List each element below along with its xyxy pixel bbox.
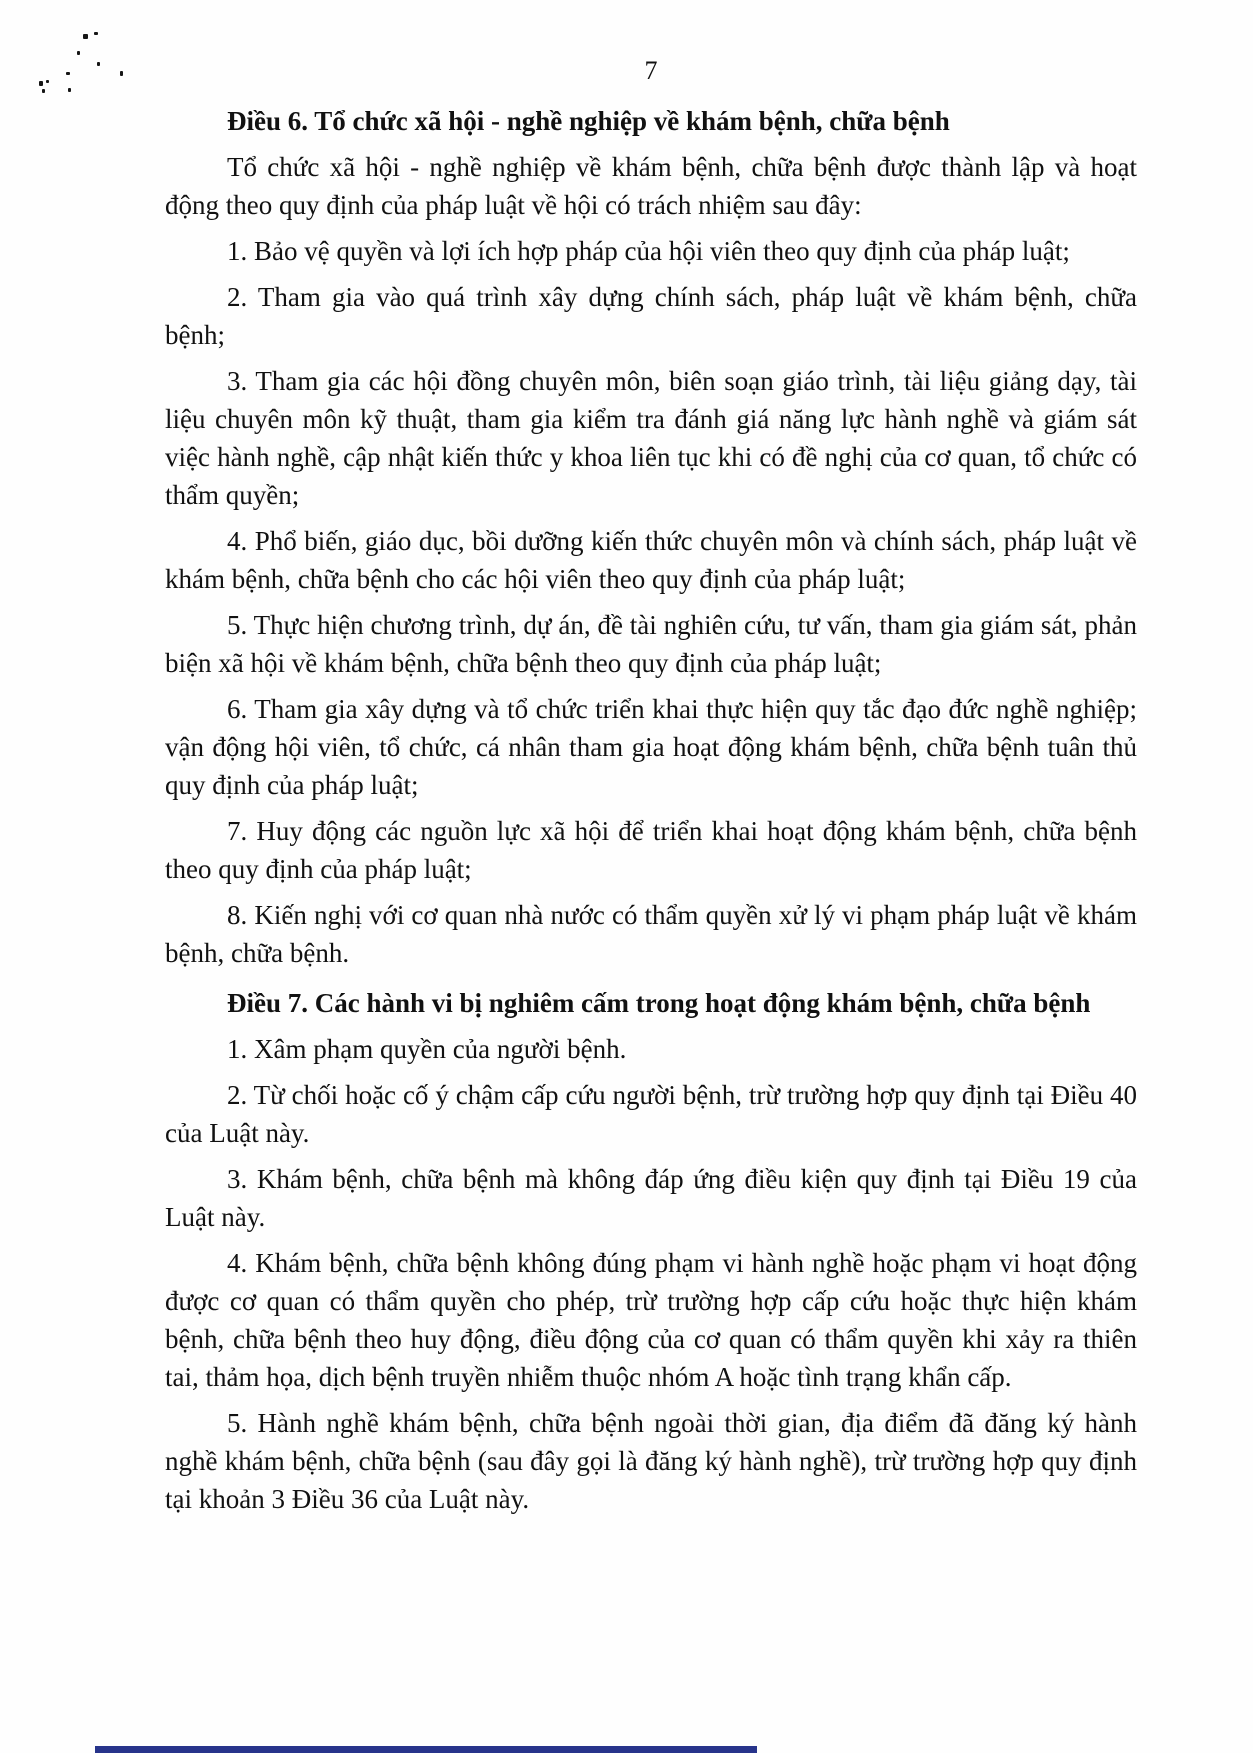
paragraph: 2. Từ chối hoặc cố ý chậm cấp cứu người bệnh, trừ trường hợp quy định tại Điều 40 của Luật này. [165, 1080, 1137, 1148]
article-7-heading: Điều 7. Các hành vi bị nghiêm cấm trong hoạt động khám bệnh, chữa bệnh [227, 988, 1091, 1018]
paragraph: 1. Bảo vệ quyền và lợi ích hợp pháp của hội viên theo quy định của pháp luật; [227, 236, 1070, 266]
scan-speckle [120, 71, 123, 76]
paragraph: 6. Tham gia xây dựng và tổ chức triển khai thực hiện quy tắc đạo đức nghề nghiệp; vận động hội viên, tổ chức, cá nhân tham gia hoạt động khám bệnh, chữa bệnh tuân thủ quy định của pháp luật; [165, 694, 1137, 800]
paragraph: 1. Xâm phạm quyền của người bệnh. [227, 1034, 627, 1064]
paragraph: 2. Tham gia vào quá trình xây dựng chính sách, pháp luật về khám bệnh, chữa bệnh; [165, 282, 1137, 350]
article-6-heading: Điều 6. Tổ chức xã hội - nghề nghiệp về khám bệnh, chữa bệnh [227, 106, 950, 136]
paragraph: 5. Hành nghề khám bệnh, chữa bệnh ngoài thời gian, địa điểm đã đăng ký hành nghề khám bệnh, chữa bệnh (sau đây gọi là đăng ký hành nghề), trừ trường hợp quy định tại khoản 3 Điều 36 của Luật này. [165, 1408, 1137, 1514]
paragraph: 4. Khám bệnh, chữa bệnh không đúng phạm vi hành nghề hoặc phạm vi hoạt động được cơ quan có thẩm quyền cho phép, trừ trường hợp cấp cứu hoặc thực hiện khám bệnh, chữa bệnh theo huy động, điều động của cơ quan có thẩm quyền khi xảy ra thiên tai, thảm họa, dịch bệnh truyền nhiễm thuộc nhóm A hoặc tình trạng khẩn cấp. [165, 1248, 1137, 1392]
scan-speckle [68, 88, 71, 92]
paragraph: 5. Thực hiện chương trình, dự án, đề tài nghiên cứu, tư vấn, tham gia giám sát, phản biện xã hội về khám bệnh, chữa bệnh theo quy định của pháp luật; [165, 610, 1137, 678]
scan-speckle [77, 51, 80, 55]
scan-speckle [83, 34, 88, 39]
scan-speckle [42, 89, 45, 93]
scan-speckle [66, 72, 70, 75]
paragraph: 4. Phổ biến, giáo dục, bồi dưỡng kiến thức chuyên môn và chính sách, pháp luật về khám bệnh, chữa bệnh cho các hội viên theo quy định của pháp luật; [165, 526, 1137, 594]
scan-speckle [94, 32, 98, 35]
paragraph: 7. Huy động các nguồn lực xã hội để triển khai hoạt động khám bệnh, chữa bệnh theo quy định của pháp luật; [165, 816, 1137, 884]
scan-speckle [39, 81, 43, 86]
scan-speckle [97, 62, 100, 66]
scan-artifact-bar [95, 1746, 757, 1753]
scan-speckle [46, 80, 49, 83]
paragraph: Tổ chức xã hội - nghề nghiệp về khám bệnh, chữa bệnh được thành lập và hoạt động theo quy định của pháp luật về hội có trách nhiệm sau đây: [165, 152, 1137, 220]
paragraph: 3. Khám bệnh, chữa bệnh mà không đáp ứng điều kiện quy định tại Điều 19 của Luật này. [165, 1164, 1137, 1232]
page-number: 7 [644, 56, 658, 85]
paragraph: 3. Tham gia các hội đồng chuyên môn, biên soạn giáo trình, tài liệu giảng dạy, tài liệu chuyên môn kỹ thuật, tham gia kiểm tra đánh giá năng lực hành nghề và giám sát việc hành nghề, cập nhật kiến thức y khoa liên tục khi có đề nghị của cơ quan, tổ chức có thẩm quyền; [165, 366, 1137, 510]
text-block [165, 54, 1137, 1526]
paragraph: 8. Kiến nghị với cơ quan nhà nước có thẩm quyền xử lý vi phạm pháp luật về khám bệnh, chữa bệnh. [165, 900, 1137, 968]
